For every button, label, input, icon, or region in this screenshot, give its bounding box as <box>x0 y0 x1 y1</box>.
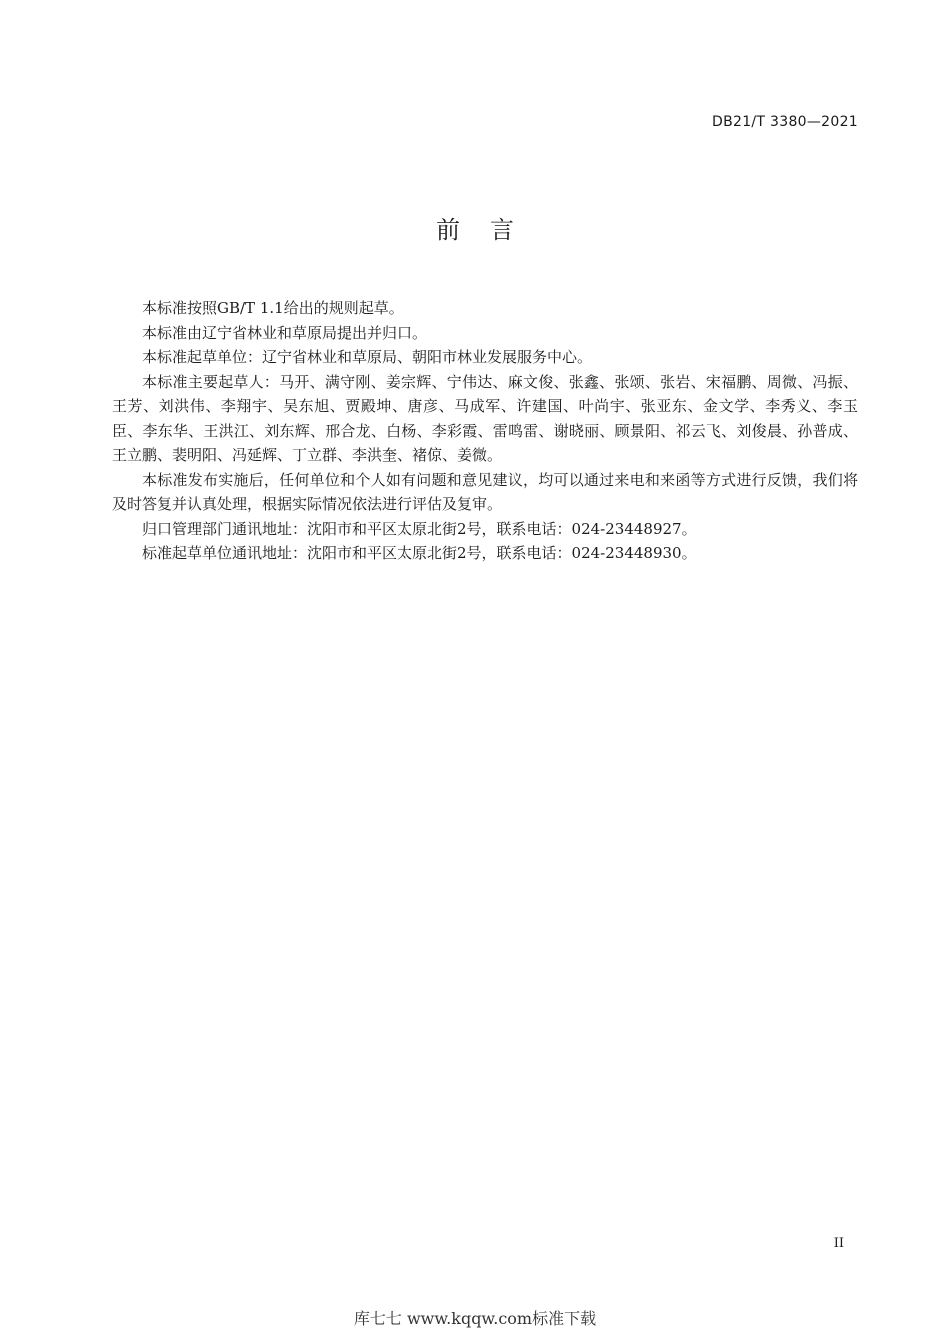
watermark-footer: 库七七 www.kqqw.com标准下载 <box>353 1309 597 1328</box>
paragraph-drafter-address: 标准起草单位通讯地址：沈阳市和平区太原北街2号，联系电话：024-23448930。 <box>142 544 697 562</box>
paragraph-drafting-units: 本标准起草单位：辽宁省林业和草原局、朝阳市林业发展服务中心。 <box>142 348 593 366</box>
paragraph-drafters: 本标准主要起草人：马开、满守刚、姜宗辉、宁伟达、麻文俊、张鑫、张颂、张岩、宋福鹏、周微、冯振、王芳、刘洪伟、李翔宇、吴东旭、贾殿坤、唐彦、马成军、许建国、叶尚宇、张亚东、金文学、李秀义、李玉臣、李东华、王洪江、刘东辉、邢合龙、白杨、李彩霞、雷鸣雷、谢晓丽、顾景阳、祁云飞、刘俊晨、孙普成、王立鹏、裴明阳、冯延辉、丁立群、李洪奎、褚倞、姜微。 <box>112 372 858 464</box>
paragraph-drafting-rules: 本标准按照GB/T 1.1给出的规则起草。 <box>142 299 404 317</box>
page-title: 前言 <box>436 216 544 244</box>
standard-code: DB21/T 3380—2021 <box>712 114 858 130</box>
foreword-body <box>112 296 858 566</box>
paragraph-feedback: 本标准发布实施后，任何单位和个人如有问题和意见建议，均可以通过来电和来函等方式进行反馈，我们将及时答复并认真处理，根据实际情况依法进行评估及复审。 <box>112 470 858 513</box>
paragraph-admin-address: 归口管理部门通讯地址：沈阳市和平区太原北街2号，联系电话：024-23448927。 <box>142 519 697 538</box>
paragraph-proposer: 本标准由辽宁省林业和草原局提出并归口。 <box>142 323 428 342</box>
page-number: II <box>833 1236 844 1251</box>
